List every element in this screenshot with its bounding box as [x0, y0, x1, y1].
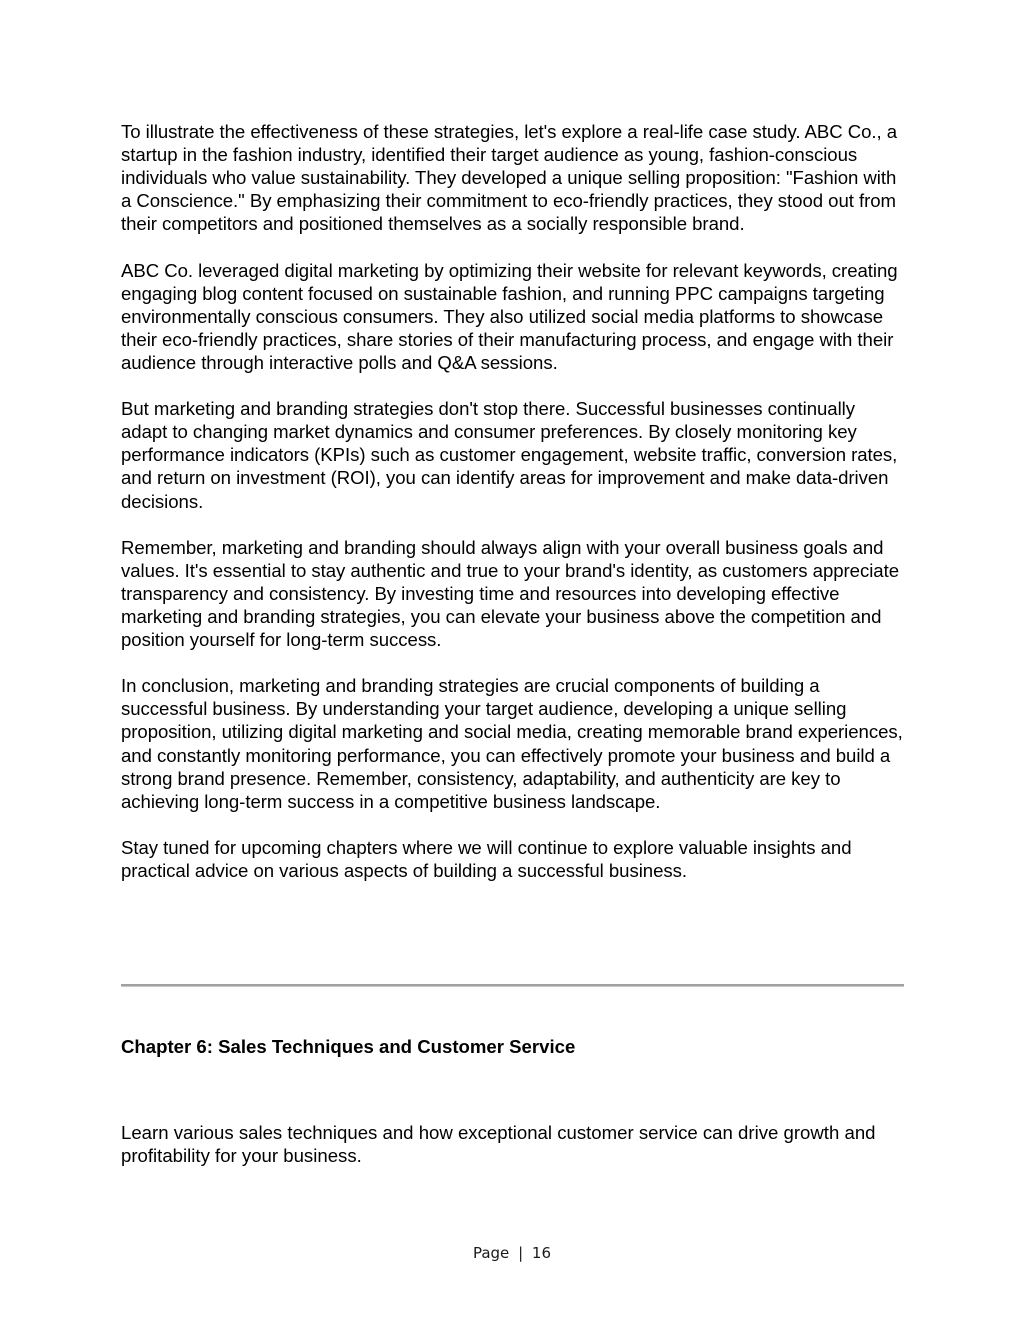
horizontal-divider	[121, 984, 904, 987]
page-number: 16	[531, 1244, 552, 1262]
paragraph-digital-marketing: ABC Co. leveraged digital marketing by optimizing their website for relevant keywords, creating engaging blog content focused on sustainable fashion, and running PPC campaigns targeting environmentally conscious consumers. They also utilized social media platforms to showcase their eco-friendly practices, share stories of their manufacturing process, and engage with their audience through interactive polls and Q&A sessions.	[121, 259, 898, 373]
chapter-intro: Learn various sales techniques and how exceptional customer service can drive growth and profitability for your business.	[121, 1122, 876, 1167]
paragraph-kpis: But marketing and branding strategies don't stop there. Successful businesses continually adapt to changing market dynamics and consumer preferences. By closely monitoring key performance indicators (KPIs) such as customer engagement, website traffic, conversion rates, and return on investment (ROI), you can identify areas for improvement and make data-driven decisions.	[121, 398, 898, 512]
chapter-heading: Chapter 6: Sales Techniques and Customer Service	[121, 1036, 576, 1057]
page-separator: |	[518, 1244, 524, 1262]
page-label: Page	[472, 1244, 510, 1262]
body-text	[121, 120, 906, 882]
page-footer	[0, 1243, 1024, 1263]
paragraph-authenticity: Remember, marketing and branding should always align with your overall business goals and values. It's essential to stay authentic and true to your brand's identity, as customers appreciate transparency and consistency. By investing time and resources into developing effective marketing and branding strategies, you can elevate your business above the competition and position yourself for long-term success.	[121, 536, 899, 651]
paragraph-conclusion: In conclusion, marketing and branding strategies are crucial components of building a successful business. By understanding your target audience, developing a unique selling proposition, utilizing digital marketing and social media, creating memorable brand experiences, and constantly monitoring performance, you can effectively promote your business and build a strong brand presence. Remember, consistency, adaptability, and authenticity are key to achieving long-term success in a competitive business landscape.	[121, 675, 903, 812]
paragraph-stay-tuned: Stay tuned for upcoming chapters where we will continue to explore valuable insights and practical advice on various aspects of building a successful business.	[121, 836, 852, 881]
paragraph-case-study: To illustrate the effectiveness of these strategies, let's explore a real-life case study. ABC Co., a startup in the fashion industry, identified their target audience as young, fashion-conscious individuals who value sustainability. They developed a unique selling proposition: "Fashion with a Conscience." By emphasizing their commitment to eco-friendly practices, they stood out from their competitors and positioned themselves as a socially responsible brand.	[121, 121, 898, 235]
